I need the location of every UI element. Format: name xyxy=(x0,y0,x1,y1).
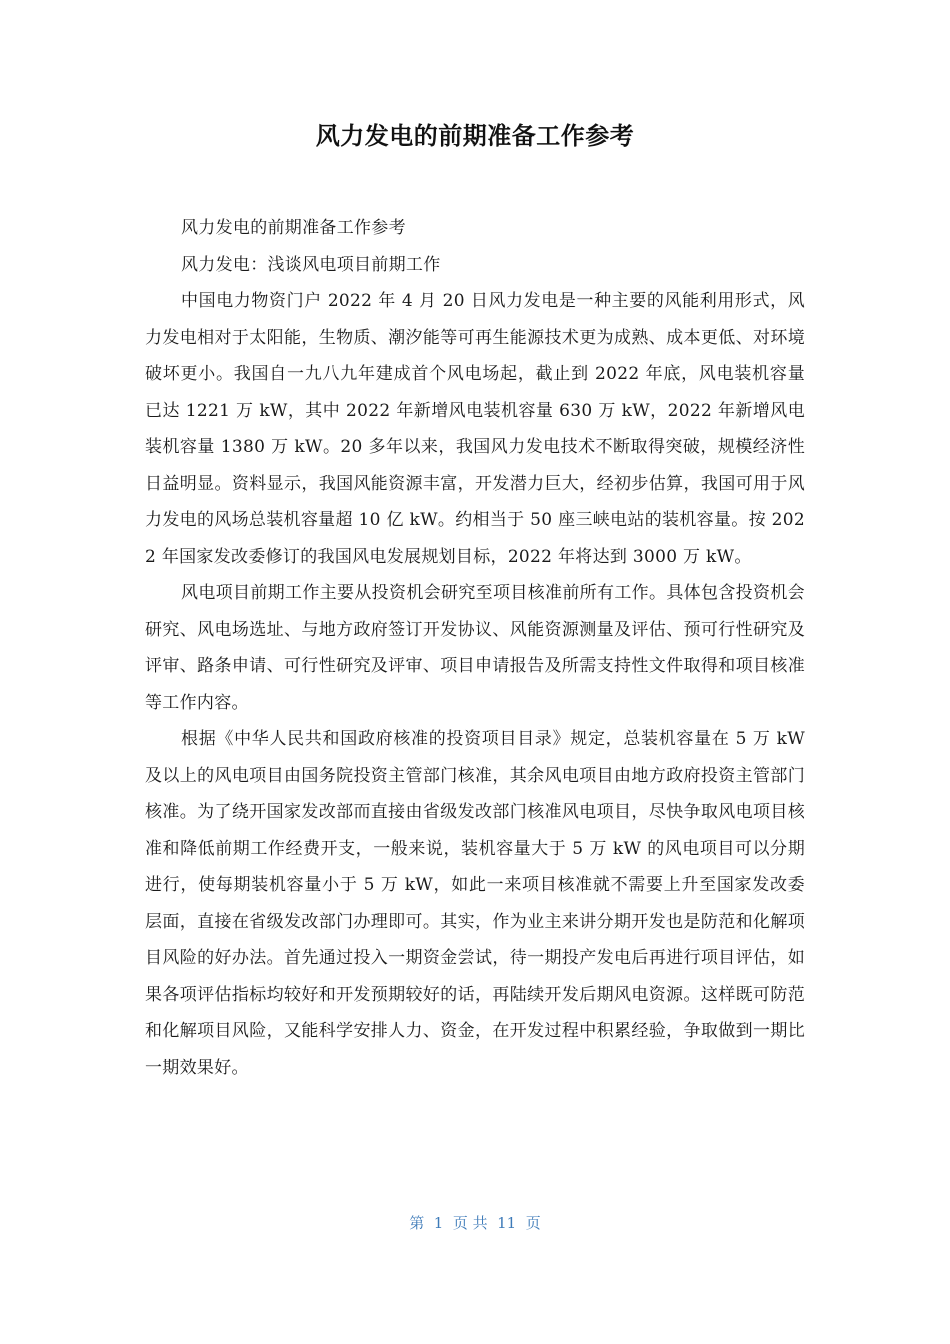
document-body xyxy=(145,210,805,1086)
page-number-footer: 第 1 页 共 11 页 xyxy=(409,1214,541,1232)
paragraph-body: 风电项目前期工作主要从投资机会研究至项目核准前所有工作。具体包含投资机会研究、风电场选址、与地方政府签订开发协议、风能资源测量及评估、预可行性研究及评审、路条申请、可行性研究及评审、项目申请报告及所需支持性文件取得和项目核准等工作内容。 xyxy=(145,583,805,713)
paragraph-body: 根据《中华人民共和国政府核准的投资项目目录》规定，总装机容量在 5 万 kW 及以上的风电项目由国务院投资主管部门核准，其余风电项目由地方政府投资主管部门核准。为了绕开国家发改部而直接由省级发改部门核准风电项目，尽快争取风电项目核准和降低前期工作经费开支，一般来说，装机容量大于 5 万 kW 的风电项目可以分期进行，使每期装机容量小于 5 万 kW，如此一来项目核准就不需要上升至国家发改委层面，直接在省级发改部门办理即可。其实，作为业主来讲分期开发也是防范和化解项目风险的好办法。首先通过投入一期资金尝试，待一期投产发电后再进行项目评估，如果各项评估指标均较好和开发预期较好的话，再陆续开发后期风电资源。这样既可防范和化解项目风险，又能科学安排人力、资金，在开发过程中积累经验，争取做到一期比一期效果好。 xyxy=(145,729,805,1078)
paragraph-subtitle: 风力发电的前期准备工作参考 xyxy=(181,218,406,238)
paragraph-body: 中国电力物资门户 2022 年 4 月 20 日风力发电是一种主要的风能利用形式，风力发电相对于太阳能，生物质、潮汐能等可再生能源技术更为成熟、成本更低、对环境破坏更小。我国自一九八九年建成首个风电场起，截止到 2022 年底，风电装机容量已达 1221 万 kW，其中 2022 年新增风电装机容量 630 万 kW，2022 年新增风电装机容量 1380 万 kW。20 多年以来，我国风力发电技术不断取得突破，规模经济性日益明显。资料显示，我国风能资源丰富，开发潜力巨大，经初步估算，我国可用于风力发电的风场总装机容量超 10 亿 kW。约相当于 50 座三峡电站的装机容量。按 2022 年国家发改委修订的我国风电发展规划目标，2022 年将达到 3000 万 kW。 xyxy=(145,291,805,567)
document-title: 风力发电的前期准备工作参考 xyxy=(315,122,635,150)
paragraph-heading: 风力发电：浅谈风电项目前期工作 xyxy=(181,254,441,275)
